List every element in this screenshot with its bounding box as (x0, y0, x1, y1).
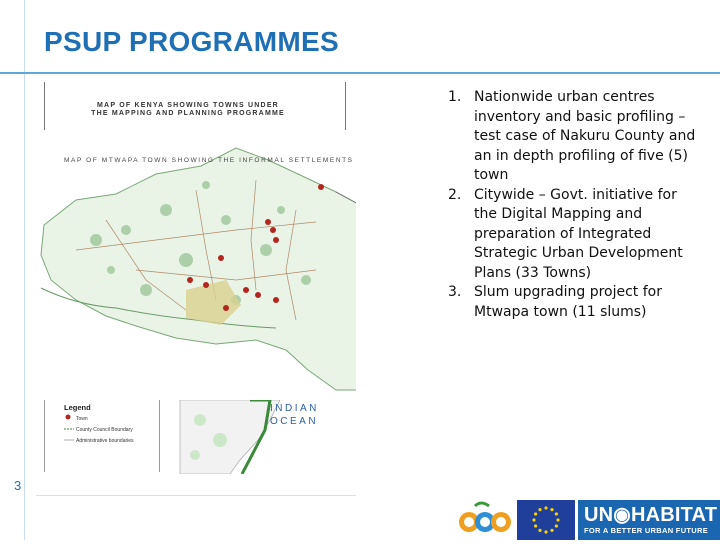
mtwapa-map-title: MAP OF MTWAPA TOWN SHOWING THE INFORMAL SETTLEMENTS (64, 157, 354, 164)
legend-item-admin-boundaries: Administrative boundaries (76, 438, 134, 444)
ocean-label-line1: INDIAN (270, 403, 319, 414)
page-number: 3 (14, 478, 22, 493)
town-symbol-icon (66, 415, 71, 420)
left-guide-line (24, 0, 25, 540)
mtwapa-map (36, 130, 356, 398)
kenya-map-title-line2: THE MAPPING AND PLANNING PROGRAMME (91, 110, 285, 117)
list-item-text: Citywide – Govt. initiative for the Digital Mapping and preparation of Integrated Strategic Urban Development Plans (33 Towns) (474, 186, 683, 281)
eu-flag-icon (517, 500, 575, 540)
list-item (448, 88, 698, 186)
partner-logo-icon (455, 500, 515, 540)
legend-item-county-boundary: County Council Boundary (76, 427, 133, 433)
list-item (448, 283, 698, 322)
legend-title: Legend (64, 403, 91, 412)
programme-list (448, 88, 698, 322)
legend-symbols (64, 413, 76, 443)
map-legend (44, 400, 160, 472)
un-habitat-tagline: FOR A BETTER URBAN FUTURE (584, 526, 709, 535)
ocean-label-line2: OCEAN (270, 416, 319, 427)
list-item (448, 186, 698, 284)
list-item-number: 2. (448, 186, 462, 203)
kenya-map-title (48, 102, 328, 118)
kenya-map-title-line1: MAP OF KENYA SHOWING TOWNS UNDER (97, 102, 279, 109)
title-divider (0, 72, 720, 74)
list-item-number: 3. (448, 284, 462, 300)
un-habitat-logo-text: UN◉HABITAT (584, 504, 718, 526)
list-item-text: Slum upgrading project for Mtwapa town (11 slums) (474, 284, 662, 320)
list-item-number: 1. (448, 89, 462, 105)
list-item-text: Nationwide urban centres inventory and basic profiling – test case of Nakuru County and an in depth profiling of five (5) town (474, 89, 696, 183)
legend-item-town: Town (76, 416, 88, 422)
kenya-coast-map (160, 400, 356, 474)
map-bottom-edge (36, 495, 356, 496)
page-title: PSUP PROGRAMMES (44, 26, 339, 57)
